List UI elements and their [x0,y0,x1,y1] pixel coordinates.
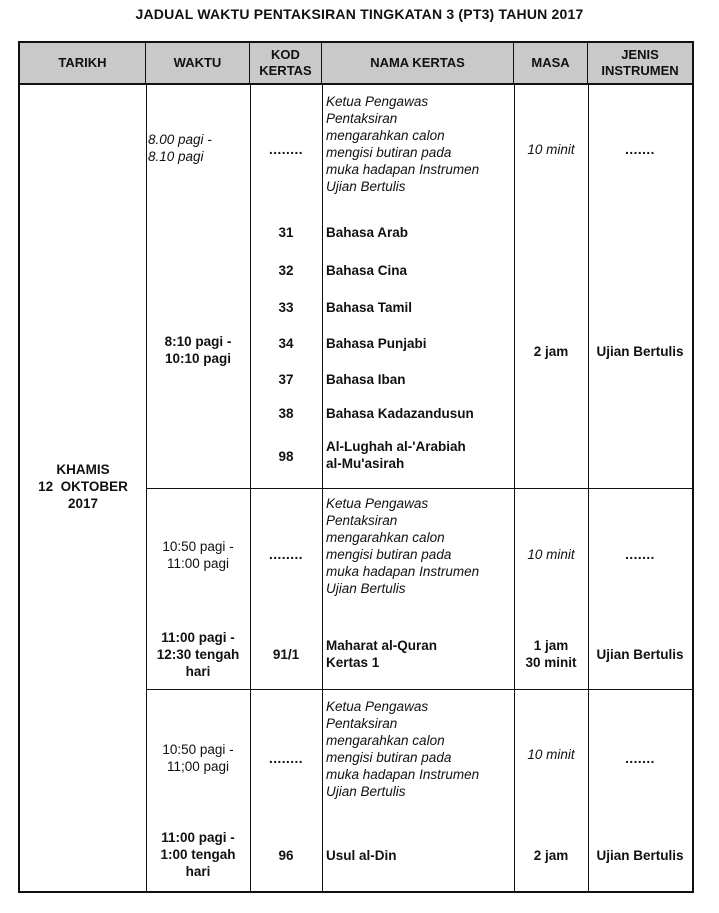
paper-kod: 96 [278,848,294,863]
paper-kod: 91/1 [272,647,300,662]
kod-placeholder: ........ [268,547,303,562]
exam-date: KHAMIS 12 OKTOBER 2017 [38,462,128,511]
header-waktu: WAKTU [146,43,250,83]
instruction-text: Ketua Pengawas Pentaksiran mengarahkan calon mengisi butiran pada muka hadapan Instrumen Ujian Bertulis [326,496,480,596]
paper-nama: Bahasa Punjabi [326,336,427,351]
paper-nama: Bahasa Cina [326,263,408,278]
header-tarikh: TARIKH [20,43,146,83]
paper-kod: 31 [278,225,294,240]
session-time: 11:00 pagi - 1:00 tengah hari [160,830,236,879]
session-jenis: Ujian Bertulis [596,344,684,359]
paper-nama: Usul al-Din [326,848,397,863]
paper-kod: 98 [278,449,294,464]
header-divider [20,83,692,85]
instruction-masa: 10 minit [527,547,575,562]
page-title: JADUAL WAKTU PENTAKSIRAN TINGKATAN 3 (PT3) TAHUN 2017 [135,6,584,22]
instruction-time: 8.00 pagi - 8.10 pagi [148,132,212,164]
session-masa: 2 jam [533,848,569,863]
paper-kod: 34 [278,336,294,351]
column-divider [514,85,515,893]
session-masa: 1 jam 30 minit [525,638,577,670]
header-kod-kertas: KOD KERTAS [250,43,322,83]
instruction-time: 10:50 pagi - 11;00 pagi [162,742,234,774]
paper-nama: Bahasa Tamil [326,300,413,315]
paper-kod: 38 [278,406,294,421]
kod-placeholder: ........ [268,751,303,766]
instruction-masa: 10 minit [527,142,575,157]
kod-placeholder: ........ [268,142,303,157]
column-divider [322,85,323,893]
jenis-placeholder: ....... [625,751,655,766]
instruction-masa: 10 minit [527,747,575,762]
paper-nama: Bahasa Iban [326,372,406,387]
session-masa: 2 jam [533,344,569,359]
paper-nama: Bahasa Kadazandusun [326,406,474,421]
instruction-text: Ketua Pengawas Pentaksiran mengarahkan calon mengisi butiran pada muka hadapan Instrumen Ujian Bertulis [326,94,480,194]
paper-nama: Maharat al-Quran Kertas 1 [326,638,438,670]
session-jenis: Ujian Bertulis [596,848,684,863]
paper-nama: Bahasa Arab [326,225,409,240]
session-jenis: Ujian Bertulis [596,647,684,662]
paper-kod: 37 [278,372,294,387]
paper-kod: 32 [278,263,294,278]
exam-timetable [18,41,694,893]
session-time: 11:00 pagi - 12:30 tengah hari [156,630,240,679]
jenis-placeholder: ....... [625,547,655,562]
header-masa: MASA [514,43,588,83]
paper-kod: 33 [278,300,294,315]
session-time: 8:10 pagi - 10:10 pagi [164,334,232,366]
header-jenis-instrumen: JENIS INSTRUMEN [588,43,692,83]
instruction-text: Ketua Pengawas Pentaksiran mengarahkan calon mengisi butiran pada muka hadapan Instrumen Ujian Bertulis [326,699,480,799]
paper-nama: Al-Lughah al-'Arabiah al-Mu'asirah [326,439,466,471]
session-divider [146,488,692,489]
jenis-placeholder: ....... [625,142,655,157]
instruction-time: 10:50 pagi - 11:00 pagi [162,539,234,571]
column-divider [588,85,589,893]
header-nama-kertas: NAMA KERTAS [322,43,514,83]
column-divider [250,85,251,893]
session-divider [146,689,692,690]
